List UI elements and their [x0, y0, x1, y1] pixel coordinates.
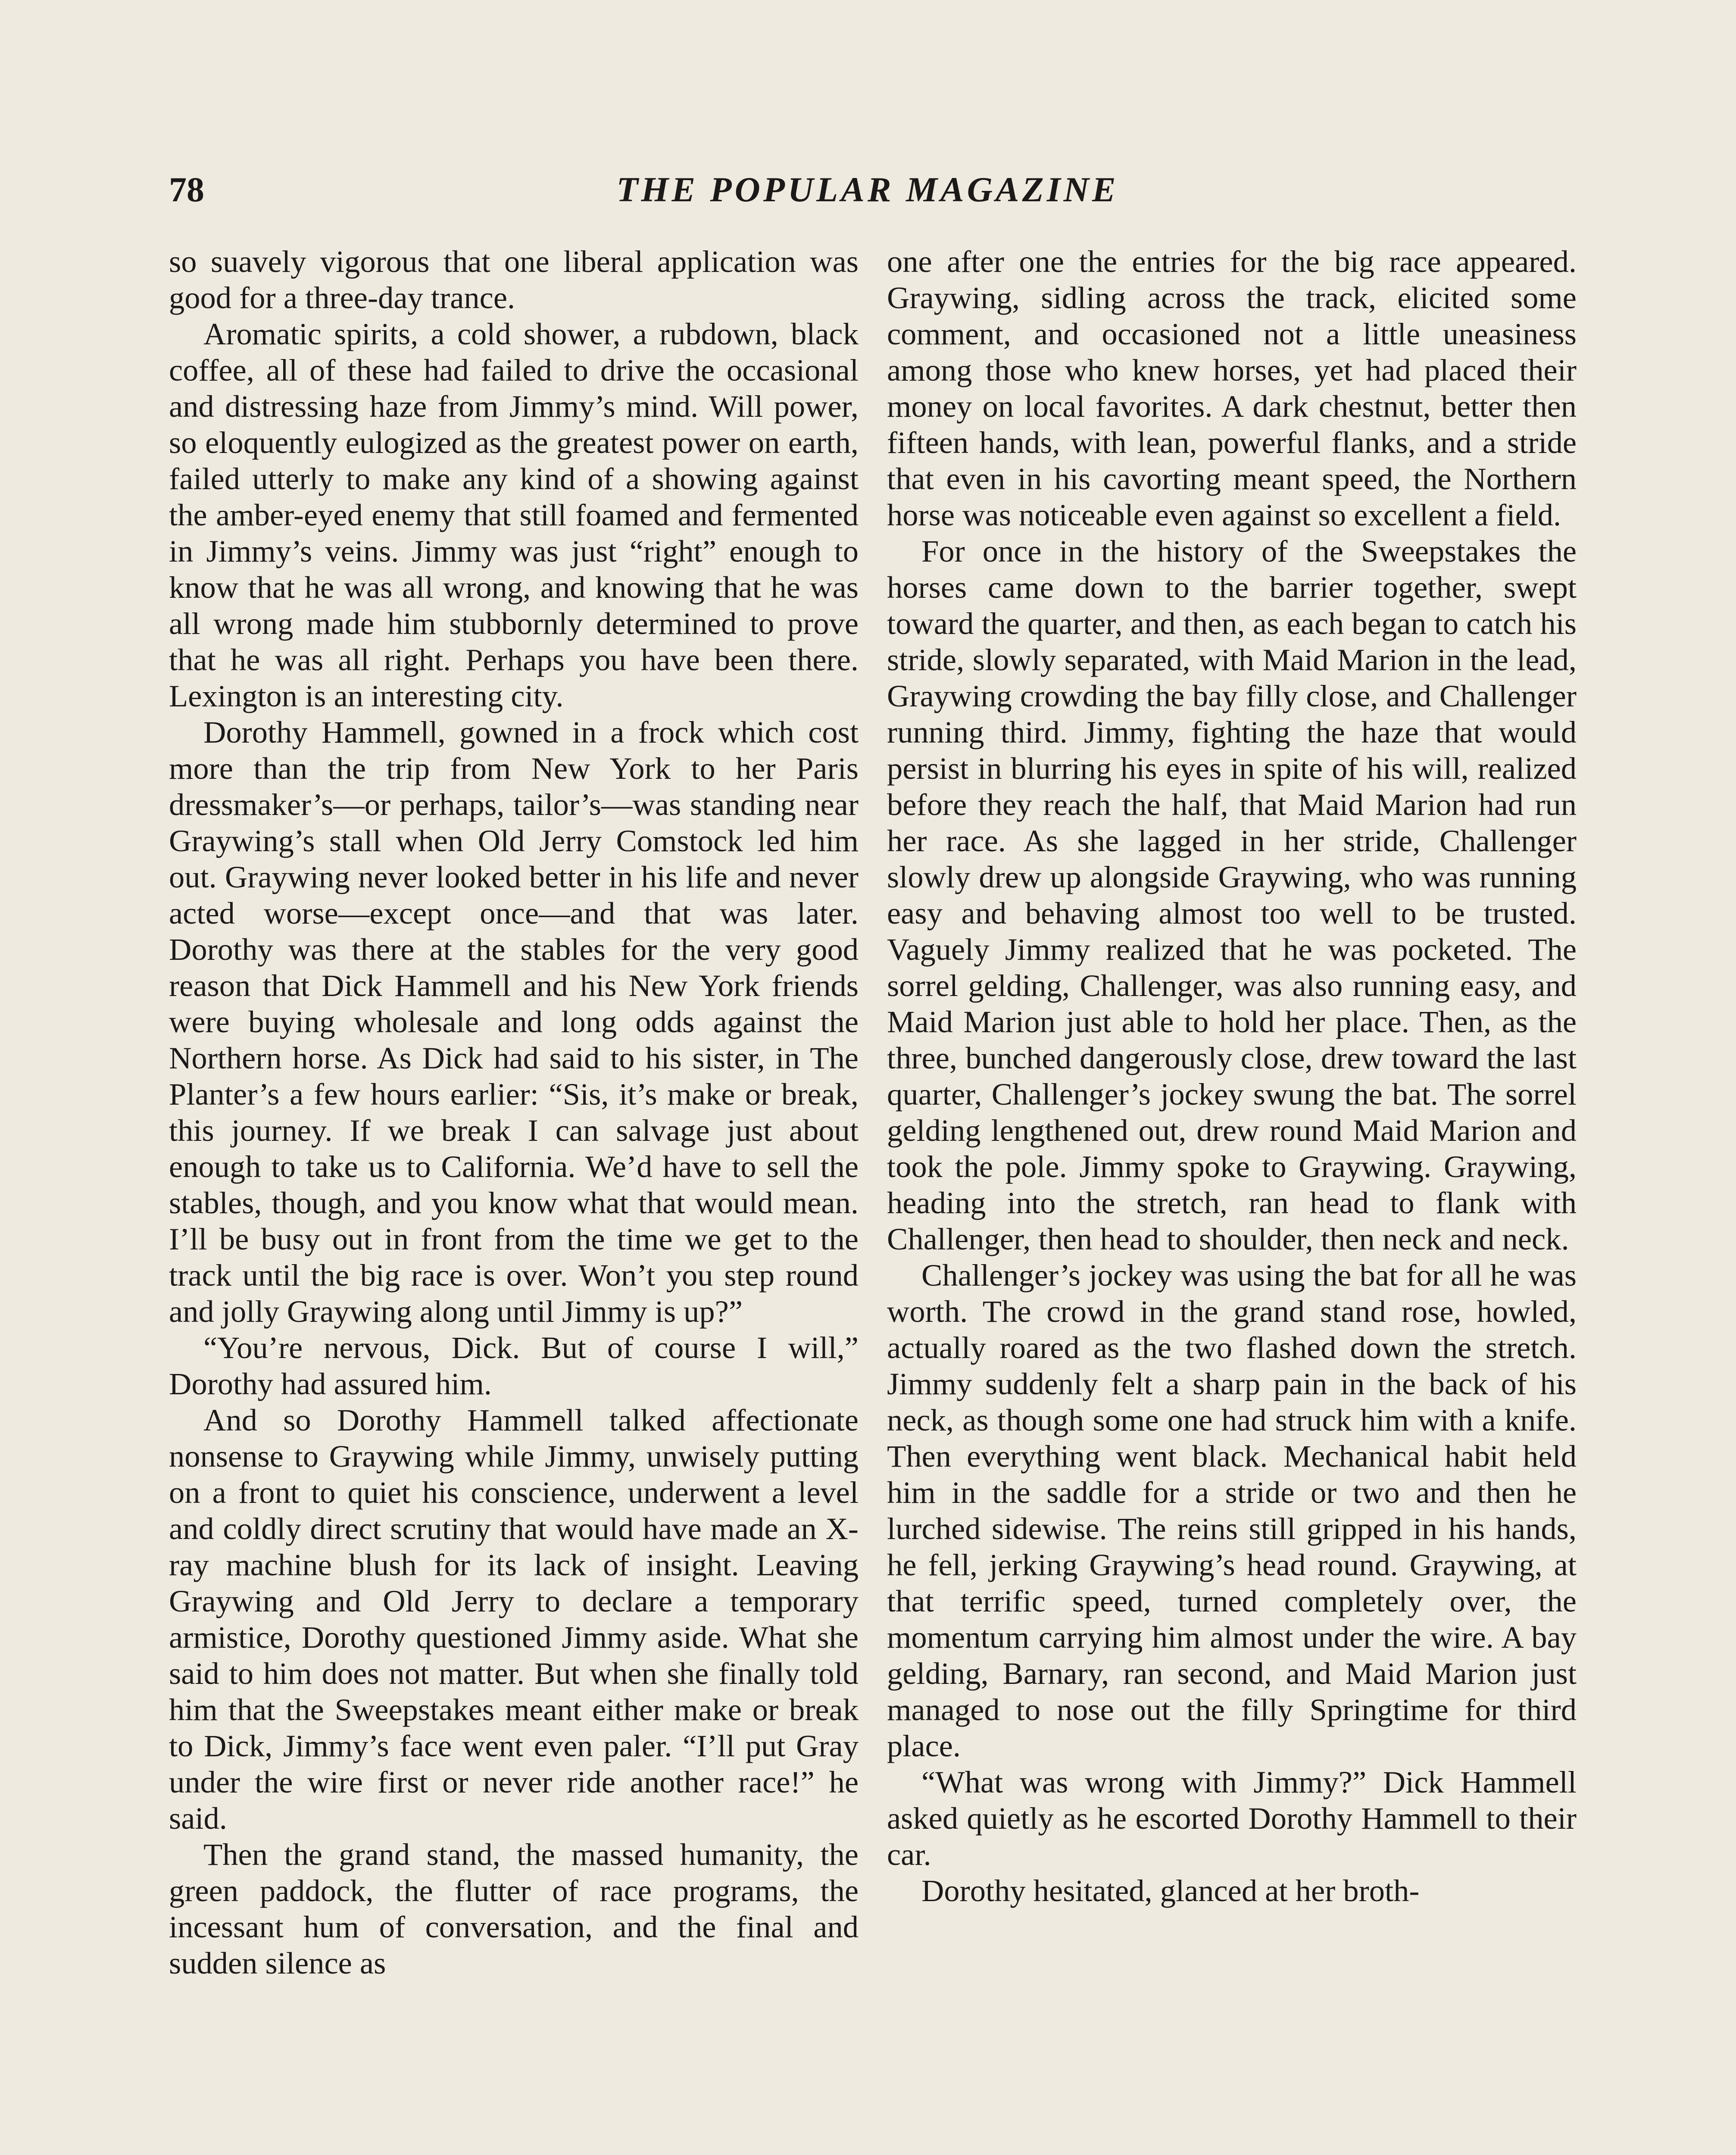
paragraph: one after one the entries for the big race appeared. Graywing, sidling across the track, elicited some comment, and occasioned not a little uneasiness among those who knew horses, yet had placed their money on local favorites. A dark chestnut, better then fifteen hands, with lean, powerful flanks, and a stride that even in his cavorting meant speed, the Northern horse was noticeable even against so excellent a field. [887, 244, 1577, 532]
paragraph: Dorothy hesitated, glanced at her broth- [921, 1873, 1420, 1908]
running-title: THE POPULAR MAGAZINE [616, 170, 1119, 209]
paragraph: Challenger’s jockey was using the bat for all he was worth. The crowd in the grand stand rose, howled, actually roared as the two flashed down the stretch. Jimmy suddenly felt a sharp pain in the back of his neck, as though some one had struck him with a knife. Then everything went black. Mechanical habit held him in the saddle for a stride or two and then he lurched sidewise. The reins still gripped in his hands, he fell, jerking Graywing’s head round. Graywing, at that terrific speed, turned completely over, the momentum carrying him almost under the wire. A bay gelding, Barnary, ran second, and Maid Marion just managed to nose out the filly Springtime for third place. [887, 1258, 1577, 1763]
paragraph: Aromatic spirits, a cold shower, a rubdown, black coffee, all of these had failed to drive the occasional and distressing haze from Jimmy’s mind. Will power, so eloquently eulogized as the greatest power on earth, failed utterly to make any kind of a showing against the amber-eyed enemy that still foamed and fermented in Jimmy’s veins. Jimmy was just “right” enough to know that he was all wrong, and knowing that he was all wrong made him stubbornly determined to prove that he was all right. Perhaps you have been there. Lexington is an interesting city. [169, 316, 859, 713]
right-column [887, 244, 1577, 1909]
paragraph: And so Dorothy Hammell talked affectionate nonsense to Graywing while Jimmy, unwisely putting on a front to quiet his conscience, underwent a level and coldly direct scrutiny that would have made an X-ray machine blush for its lack of insight. Leaving Graywing and Old Jerry to declare a temporary armistice, Dorothy questioned Jimmy aside. What she said to him does not matter. But when she finally told him that the Sweepstakes meant either make or break to Dick, Jimmy’s face went even paler. “I’ll put Gray under the wire first or never ride another race!” he said. [169, 1402, 859, 1836]
page-header [169, 166, 1566, 213]
left-column [169, 244, 859, 1981]
paragraph: For once in the history of the Sweepstakes the horses came down to the barrier together, swept toward the quarter, and then, as each began to catch his stride, slowly separated, with Maid Marion in the lead, Graywing crowding the bay filly close, and Challenger running third. Jimmy, fighting the haze that would persist in blurring his eyes in spite of his will, realized before they reach the half, that Maid Marion had run her race. As she lagged in her stride, Challenger slowly drew up alongside Graywing, who was running easy and behaving almost too well to be trusted. Vaguely Jimmy realized that he was pocketed. The sorrel gelding, Challenger, was also running easy, and Maid Marion just able to hold her place. Then, as the three, bunched dangerously close, drew toward the last quarter, Challenger’s jockey swung the bat. The sorrel gelding lengthened out, drew round Maid Marion and took the pole. Jimmy spoke to Graywing. Graywing, heading into the stretch, ran head to flank with Challenger, then head to shoulder, then neck and neck. [887, 534, 1577, 1256]
paragraph: “What was wrong with Jimmy?” Dick Hammell asked quietly as he escorted Dorothy Hammell to their car. [887, 1765, 1577, 1872]
paragraph: Dorothy Hammell, gowned in a frock which cost more than the trip from New York to her Paris dressmaker’s—or perhaps, tailor’s—was standing near Graywing’s stall when Old Jerry Comstock led him out. Graywing never looked better in his life and never acted worse—except once—and that was later. Dorothy was there at the stables for the very good reason that Dick Hammell and his New York friends were buying wholesale and long odds against the Northern horse. As Dick had said to his sister, in The Planter’s a few hours earlier: “Sis, it’s make or break, this journey. If we break I can salvage just about enough to take us to California. We’d have to sell the stables, though, and you know what that would mean. I’ll be busy out in front from the time we get to the track until the big race is over. Won’t you step round and jolly Graywing along until Jimmy is up?” [169, 715, 859, 1329]
paragraph: “You’re nervous, Dick. But of course I will,” Dorothy had assured him. [169, 1330, 859, 1401]
page-number: 78 [169, 170, 204, 209]
paragraph: Then the grand stand, the massed humanity, the green paddock, the flutter of race programs, the incessant hum of conversation, and the final and sudden silence as [169, 1837, 859, 1980]
paragraph: so suavely vigorous that one liberal application was good for a three-day trance. [169, 244, 859, 315]
